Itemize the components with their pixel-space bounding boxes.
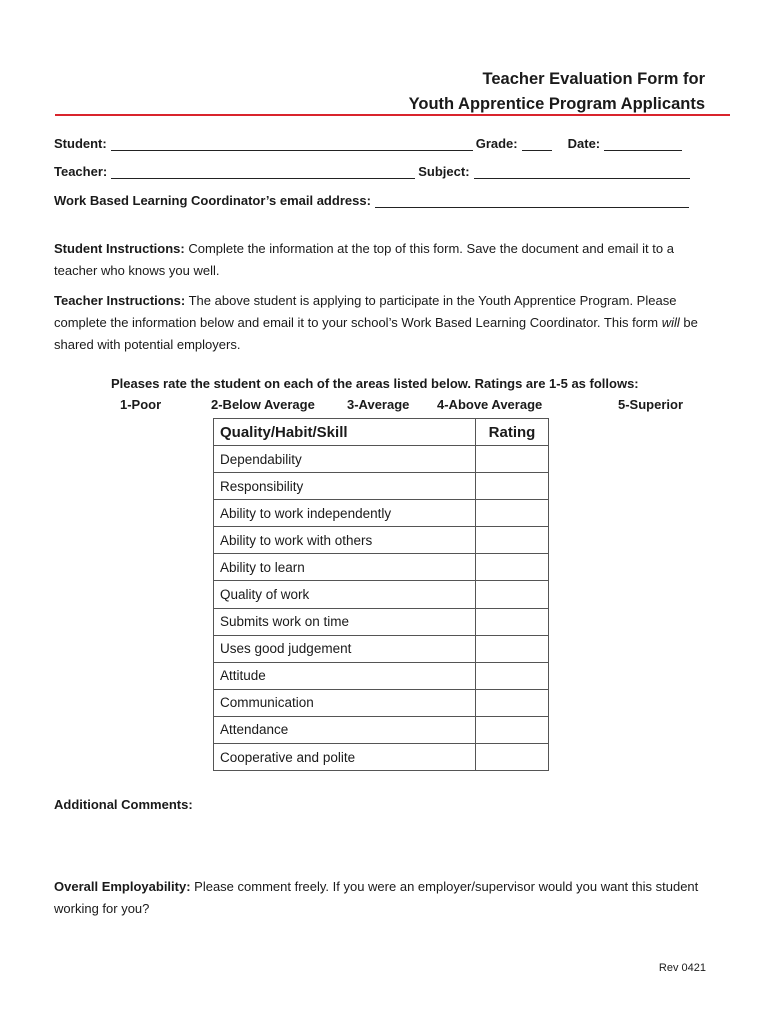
- student-instructions-text: Complete the information at the top of this form. Save the document and email it to a teacher who knows you well.: [54, 241, 674, 278]
- table-row: [214, 716, 549, 743]
- skill-label: Submits work on time: [214, 608, 476, 635]
- skill-column-header: Quality/Habit/Skill: [214, 419, 476, 446]
- date-label: Date:: [567, 136, 601, 151]
- table-row: [214, 635, 549, 662]
- rating-instructions: Pleases rate the student on each of the areas listed below. Ratings are 1-5 as follows:: [111, 376, 639, 391]
- grade-field[interactable]: [522, 137, 552, 151]
- skill-label: Ability to work with others: [214, 527, 476, 554]
- form-title-line2: Youth Apprentice Program Applicants: [408, 95, 705, 113]
- teacher-instructions: [54, 290, 719, 356]
- skill-label: Communication: [214, 689, 476, 716]
- overall-employability: [54, 876, 719, 920]
- grade-label: Grade:: [475, 136, 518, 151]
- skill-label: Responsibility: [214, 473, 476, 500]
- table-row: [214, 446, 549, 473]
- table-row: [214, 744, 549, 771]
- rating-cell[interactable]: [476, 527, 549, 554]
- table-row: [214, 473, 549, 500]
- table-row: [214, 554, 549, 581]
- rating-cell[interactable]: [476, 662, 549, 689]
- teacher-instructions-text-1: The above student is applying to participate in the Youth Apprentice Program. Please complete the information below and email it to your school’s Work Based Learning Coordinator. This form: [54, 293, 677, 330]
- rating-cell[interactable]: [476, 608, 549, 635]
- teacher-instructions-text-2: be shared with potential employers.: [54, 315, 698, 352]
- table-row: [214, 662, 549, 689]
- rating-cell[interactable]: [476, 689, 549, 716]
- skill-label: Dependability: [214, 446, 476, 473]
- scale-superior: 5-Superior: [618, 397, 684, 412]
- skill-label: Quality of work: [214, 581, 476, 608]
- rating-cell[interactable]: [476, 581, 549, 608]
- scale-above-average: 4-Above Average: [437, 397, 543, 412]
- rating-cell[interactable]: [476, 554, 549, 581]
- additional-comments-label: Additional Comments:: [54, 797, 193, 812]
- overall-employability-label: Overall Employability:: [54, 879, 191, 894]
- subject-field[interactable]: [474, 165, 690, 179]
- coordinator-email-field[interactable]: [375, 194, 689, 208]
- coordinator-info-row: [54, 193, 689, 208]
- table-row: [214, 608, 549, 635]
- skill-label: Ability to work independently: [214, 500, 476, 527]
- table-row: [214, 500, 549, 527]
- scale-below-average: 2-Below Average: [211, 397, 315, 412]
- table-row: [214, 581, 549, 608]
- teacher-instructions-will: will: [661, 315, 680, 330]
- rating-cell[interactable]: [476, 716, 549, 743]
- student-label: Student:: [54, 136, 107, 151]
- student-instructions: [54, 238, 719, 282]
- rating-cell[interactable]: [476, 744, 549, 771]
- teacher-info-row: [54, 164, 690, 179]
- rating-column-header: Rating: [476, 419, 549, 446]
- rating-cell[interactable]: [476, 446, 549, 473]
- skill-label: Attitude: [214, 662, 476, 689]
- student-instructions-label: Student Instructions:: [54, 241, 185, 256]
- coordinator-email-label: Work Based Learning Coordinator’s email address:: [54, 193, 371, 208]
- teacher-field[interactable]: [111, 165, 415, 179]
- rating-cell[interactable]: [476, 473, 549, 500]
- revision-number: Rev 0421: [658, 962, 706, 974]
- skill-label: Uses good judgement: [214, 635, 476, 662]
- student-field[interactable]: [111, 137, 473, 151]
- scale-poor: 1-Poor: [120, 397, 162, 412]
- overall-employability-text: Please comment freely. If you were an employer/supervisor would you want this student working for you?: [54, 879, 699, 916]
- subject-label: Subject:: [418, 164, 470, 179]
- teacher-label: Teacher:: [54, 164, 108, 179]
- rating-cell[interactable]: [476, 500, 549, 527]
- rating-cell[interactable]: [476, 635, 549, 662]
- teacher-instructions-label: Teacher Instructions:: [54, 293, 186, 308]
- skill-label: Attendance: [214, 716, 476, 743]
- date-field[interactable]: [604, 137, 682, 151]
- skill-label: Ability to learn: [214, 554, 476, 581]
- rating-table: [213, 418, 549, 771]
- table-row: [214, 527, 549, 554]
- additional-comments-field[interactable]: [54, 812, 714, 870]
- table-row: [214, 689, 549, 716]
- scale-average: 3-Average: [347, 397, 410, 412]
- skill-label: Cooperative and polite: [214, 744, 476, 771]
- student-info-row: [54, 136, 682, 151]
- table-header-row: [214, 419, 549, 446]
- title-divider: [55, 114, 730, 116]
- form-title-line1: Teacher Evaluation Form for: [482, 70, 705, 88]
